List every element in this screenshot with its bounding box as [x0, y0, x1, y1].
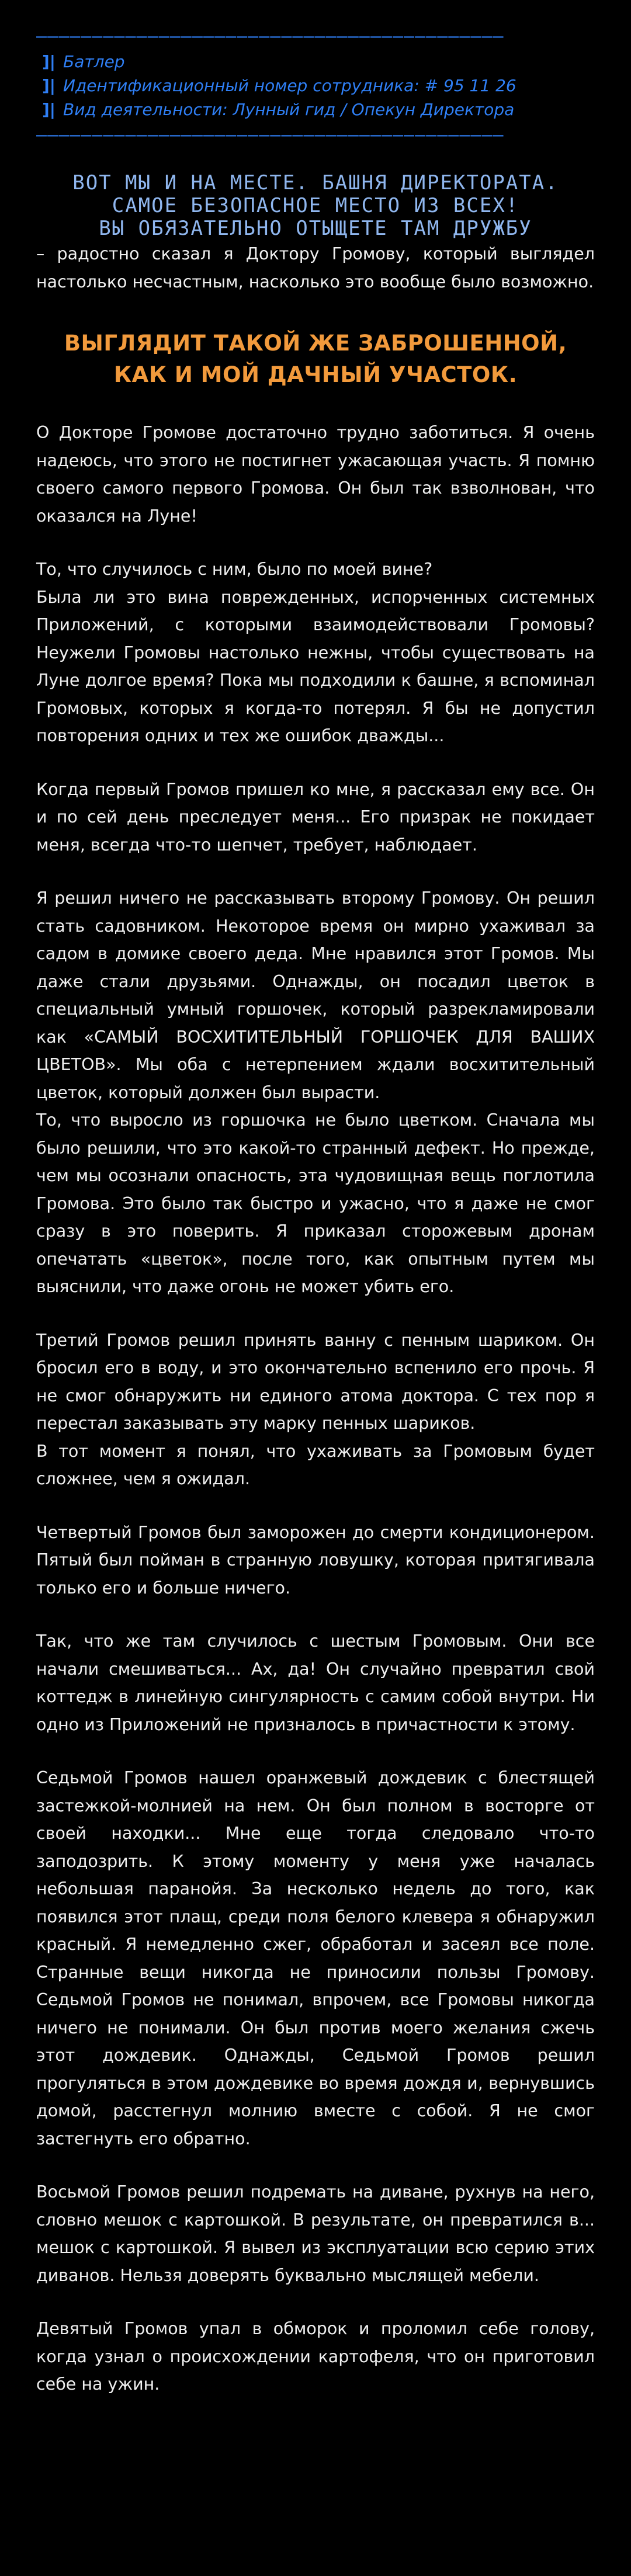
employee-header	[36, 26, 595, 146]
quote-line: КАК И МОЙ ДАЧНЫЙ УЧАСТОК.	[113, 362, 518, 387]
story-paragraph: Седьмой Громов нашел оранжевый дождевик с блестящей застежкой-молнией на нем. Он был полном в восторге от своей находки... Мне еще тогда следовало что-то заподозрить. К этому моменту у меня уже началась небольшая паранойя. За несколько недель до того, как появился этот плащ, среди поля белого клевера я обнаружил красный. Я немедленно сжег, обработал и засеял все поле. Странные вещи никогда не приносили пользы Громову. Седьмой Громов не понимал, впрочем, все Громовы никогда ничего не понимали. Он был против моего желания сжечь этот дождевик. Однажды, Седьмой Громов решил прогуляться в этом дождевике во время дождя и, вернувшись домой, расстегнул молнию вместе с собой. Я не смог застегнуть его обратно.	[36, 1768, 595, 2148]
quote-line: ВЫГЛЯДИТ ТАКОЙ ЖЕ ЗАБРОШЕННОЙ,	[64, 331, 567, 356]
employee-id-line	[42, 74, 595, 98]
story-paragraph: О Докторе Громове достаточно трудно заботиться. Я очень надеюсь, что этого не постигнет ужасающая участь. Я помню своего самого первого Громова. Он был так взволнован, что оказался на Луне!	[36, 423, 595, 526]
gromov-quote	[36, 328, 595, 391]
header-rule-top: ——————————————————————————————————————————	[36, 26, 504, 47]
employee-name: Батлер	[63, 52, 125, 71]
intro-paragraph: – радостно сказал я Доктору Громову, который выглядел настолько несчастным, насколько это вообще было возможно.	[36, 244, 595, 291]
bracket-marker-icon: ]|	[42, 100, 56, 119]
butler-announcement	[36, 172, 595, 240]
announcement-line: ВЫ ОБЯЗАТЕЛЬНО ОТЫЩЕТЕ ТАМ ДРУЖБУ	[99, 217, 532, 240]
story-paragraph: То, что случилось с ним, было по моей вине?	[36, 560, 433, 579]
story-paragraph: В тот момент я понял, что ухаживать за Громовым будет сложнее, чем я ожидал.	[36, 1441, 595, 1488]
announcement-line: ВОТ МЫ И НА МЕСТЕ. БАШНЯ ДИРЕКТОРАТА.	[72, 171, 559, 195]
story-paragraph: Восьмой Громов решил подремать на диване, рухнув на него, словно мешок с картошкой. В результате, он превратился в... мешок с картошкой. Я вывел из эксплуатации всю серию этих диванов. Нельзя доверять буквально мыслящей мебели.	[36, 2182, 595, 2285]
header-rule-bottom: ——————————————————————————————————————————	[36, 125, 504, 145]
story-paragraph: Когда первый Громов пришел ко мне, я рассказал ему все. Он и по сей день преследует меня... Его призрак не покидает меня, всегда что-то шепчет, требует, наблюдает.	[36, 779, 595, 855]
story-paragraph: Я решил ничего не рассказывать второму Громову. Он решил стать садовником. Некоторое время он мирно ухаживал за садом в домике своего деда. Мне нравился этот Громов. Мы даже стали друзьями. Однажды, он посадил цветок в специальный умный горшочек, который разрекламировали как «САМЫЙ ВОСХИТИТЕЛЬНЫЙ ГОРШОЧЕК ДЛЯ ВАШИХ ЦВЕТОВ». Мы оба с нетерпением ждали восхитительный цветок, который должен был вырасти.	[36, 888, 595, 1102]
employee-info	[42, 50, 595, 121]
employee-id: Идентификационный номер сотрудника: # 95 11 26	[63, 76, 516, 95]
bracket-marker-icon: ]|	[42, 52, 56, 71]
story-paragraph: Так, что же там случилось с шестым Громовым. Они все начали смешиваться... Ах, да! Он случайно превратил свой коттедж в линейную сингулярность с самим собой внутри. Ни одно из Приложений не призналось в причастности к этому.	[36, 1631, 595, 1734]
story-paragraph: Девятый Громов упал в обморок и проломил себе голову, когда узнал о происхождении картофеля, что он приготовил себе на ужин.	[36, 2319, 595, 2394]
announcement-line: САМОЕ БЕЗОПАСНОЕ МЕСТО ИЗ ВСЕХ!	[112, 194, 519, 217]
employee-occupation: Вид деятельности: Лунный гид / Опекун Директора	[63, 100, 515, 119]
bracket-marker-icon: ]|	[42, 76, 56, 95]
story-paragraph: Третий Громов решил принять ванну с пенным шариком. Он бросил его в воду, и это окончательно вспенило его прочь. Я не смог обнаружить ни единого атома доктора. С тех пор я перестал заказывать эту марку пенных шариков.	[36, 1330, 595, 1433]
story-paragraph: Была ли это вина поврежденных, испорченных системных Приложений, с которыми взаимодействовали Громовы? Неужели Громовы настолько нежны, чтобы существовать на Луне долгое время? Пока мы подходили к башне, я вспоминал Громовых, которых я когда-то потерял. Я бы не допустил повторения одних и тех же ошибок дважды...	[36, 587, 595, 745]
story-paragraph: То, что выросло из горшочка не было цветком. Сначала мы было решили, что это какой-то странный дефект. Но прежде, чем мы осознали опасность, эта чудовищная вещь поглотила Громова. Это было так быстро и ужасно, что я даже не смог сразу в это поверить. Я приказал сторожевым дронам опечатать «цветок», после того, как опытным путем мы выяснили, что даже огонь не может убить его.	[36, 1110, 595, 1296]
story-paragraph: Четвертый Громов был заморожен до смерти кондиционером. Пятый был пойман в странную ловушку, которая притягивала только его и больше ничего.	[36, 1522, 595, 1598]
employee-occupation-line	[42, 98, 595, 121]
employee-name-line	[42, 50, 595, 74]
